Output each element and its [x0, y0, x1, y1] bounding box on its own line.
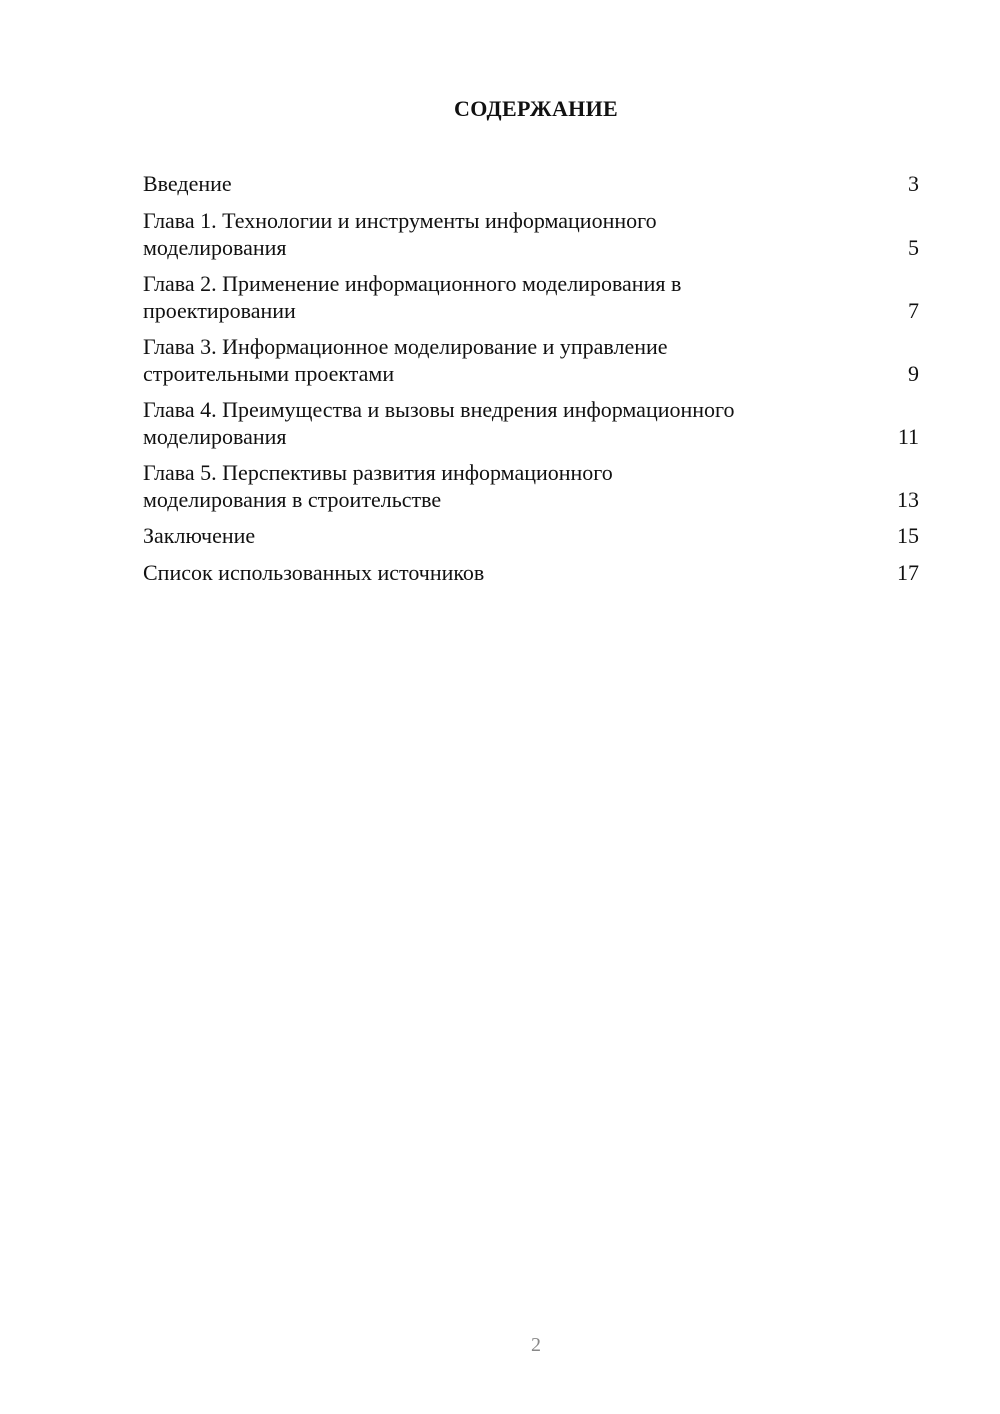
- toc-entry-line: Глава 3. Информационное моделирование и управление: [143, 334, 668, 359]
- page-title: СОДЕРЖАНИЕ: [454, 96, 618, 121]
- toc-entry-chapter-3[interactable]: [143, 333, 919, 387]
- toc-entry-line: Список использованных источников: [143, 560, 485, 585]
- toc-entry-line: Глава 1. Технологии и инструменты информационного: [143, 208, 657, 233]
- toc-entry-page: 3: [908, 171, 919, 196]
- toc-entry-line: Заключение: [143, 523, 256, 548]
- toc-entry-line: строительными проектами: [143, 361, 395, 386]
- toc-entry-title: [143, 207, 833, 261]
- toc-entry-introduction[interactable]: [143, 170, 919, 197]
- page-number: 2: [531, 1334, 541, 1356]
- toc-entry-line: Введение: [143, 171, 232, 196]
- toc-entry-title: [143, 396, 833, 450]
- toc-entry-page: 17: [897, 560, 919, 585]
- toc-entry-line: Глава 2. Применение информационного моделирования в: [143, 271, 682, 296]
- toc-entry-chapter-2[interactable]: [143, 270, 919, 324]
- toc-entry-line: Глава 5. Перспективы развития информационного: [143, 460, 613, 485]
- toc-entry-line: моделирования в строительстве: [143, 487, 442, 512]
- toc-entry-page: 5: [908, 235, 919, 260]
- toc-entry-line: проектировании: [143, 298, 296, 323]
- toc-entry-title: [143, 559, 833, 586]
- toc-entry-page: 13: [897, 487, 919, 512]
- toc-entry-page: 15: [897, 523, 919, 548]
- toc-entry-references[interactable]: [143, 559, 919, 586]
- toc-entry-line: Глава 4. Преимущества и вызовы внедрения информационного: [143, 397, 735, 422]
- toc-entry-chapter-1[interactable]: [143, 207, 919, 261]
- toc-entry-page: 7: [908, 298, 919, 323]
- toc-entry-chapter-4[interactable]: [143, 396, 919, 450]
- toc-entry-title: [143, 522, 833, 549]
- toc-entry-page: 9: [908, 361, 919, 386]
- toc-entry-title: [143, 270, 833, 324]
- toc-entry-title: [143, 170, 833, 197]
- toc-entry-title: [143, 333, 833, 387]
- table-of-contents: [143, 170, 919, 596]
- toc-entry-title: [143, 459, 833, 513]
- toc-entry-chapter-5[interactable]: [143, 459, 919, 513]
- toc-entry-conclusion[interactable]: [143, 522, 919, 549]
- toc-entry-line: моделирования: [143, 424, 287, 449]
- toc-entry-line: моделирования: [143, 235, 287, 260]
- toc-entry-page: 11: [897, 424, 919, 449]
